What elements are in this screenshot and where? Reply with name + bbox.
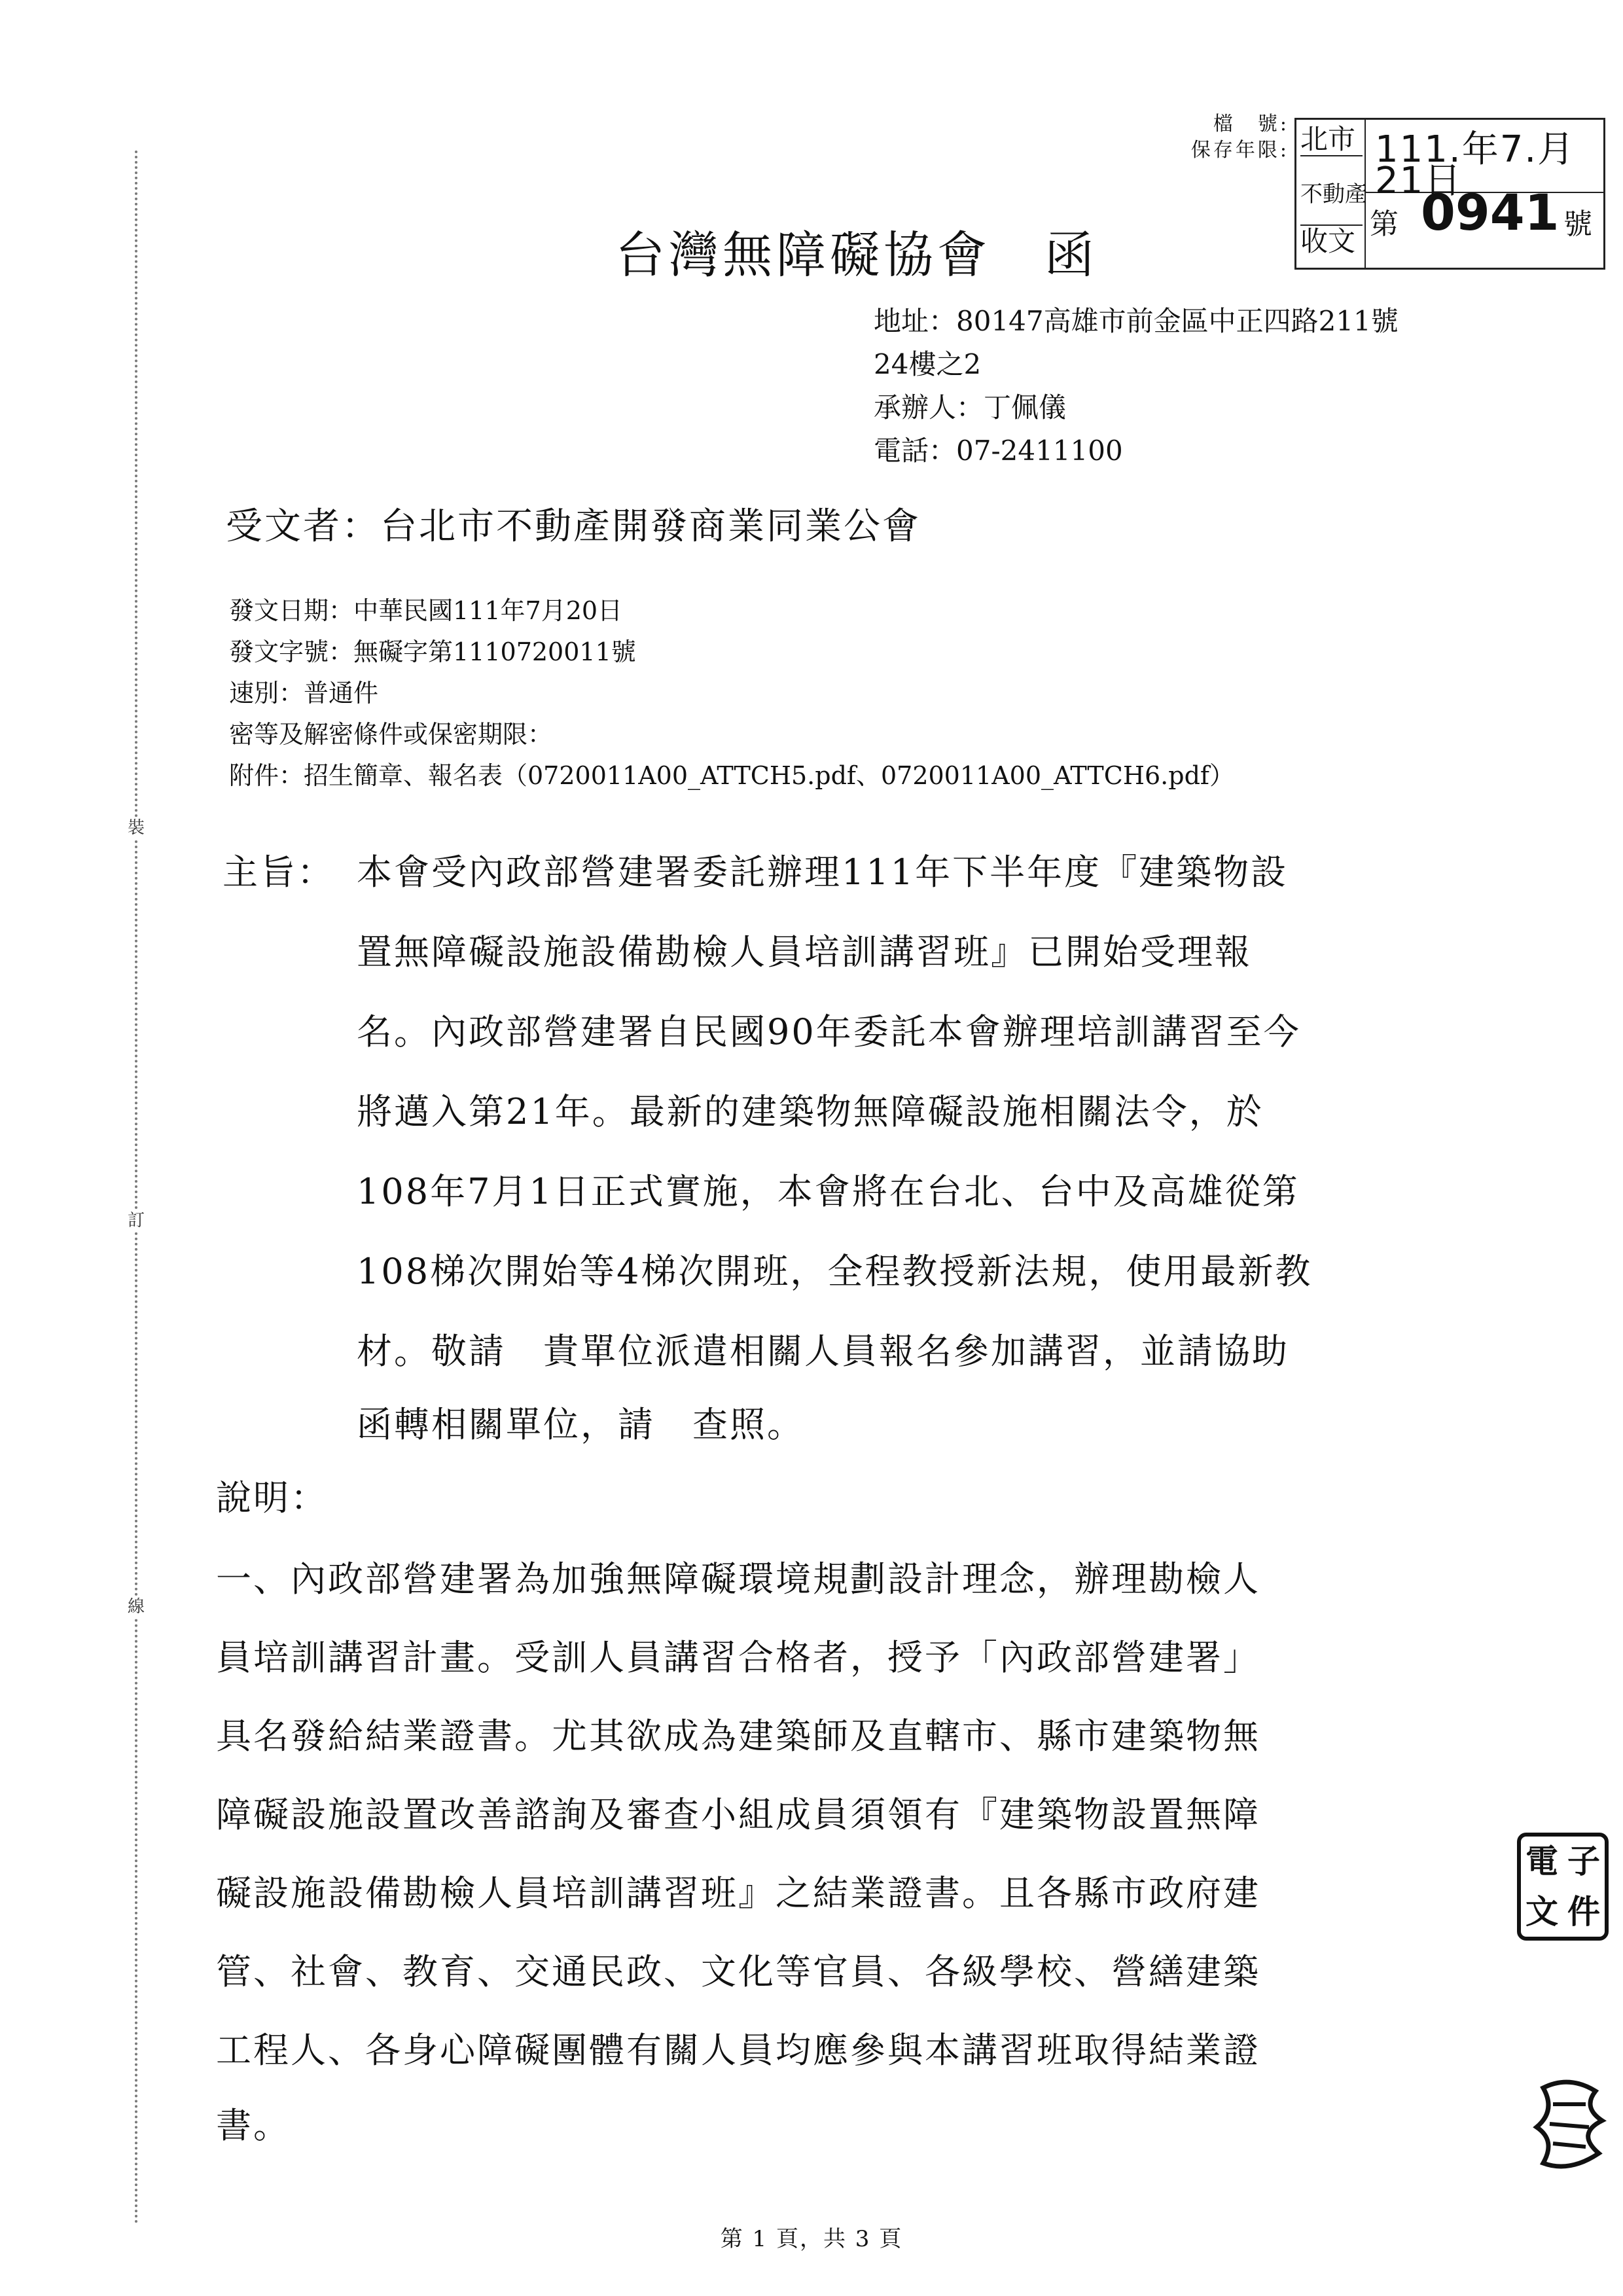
subject-line: 108梯次開始等4梯次開班，全程教授新法規，使用最新教 [357,1251,1313,1292]
explanation-line: 員培訓講習計畫。受訓人員講習合格者，授予「內政部營建署」 [216,1637,1260,1678]
explanation-label: 說明： [216,1477,328,1518]
seal-char: 文 [1525,1892,1558,1931]
file-info [1152,111,1289,164]
page-footer: 第 1 頁，共 3 頁 [720,2226,903,2252]
subject-line: 將邁入第21年。最新的建築物無障礙設施相關法令，於 [357,1091,1264,1132]
subject-line: 本會受內政部營建署委託辦理111年下半年度『建築物設 [357,852,1289,893]
subject-line: 置無障礙設施設備勘檢人員培訓講習班』已開始受理報 [357,931,1252,973]
binding-mark-bind: 裝 [124,818,148,838]
subject-line: 108年7月1日正式實施，本會將在台北、台中及高雄從第 [357,1171,1300,1212]
subject-line: 函轉相關單位，請 查照。 [357,1404,804,1445]
file-number-label: 檔 號: [1213,113,1289,135]
explanation-line: 工程人、各身心障礙團體有關人員均應參與本講習班取得結業證 [216,2030,1260,2071]
sender-handler: 承辦人：丁佩儀 [874,391,1067,423]
document-title: 台灣無障礙協會 函 [615,226,1098,284]
subject-line: 名。內政部營建署自民國90年委託本會辦理培訓講習至今 [357,1011,1301,1052]
stamp-received-label: 收文 [1300,224,1363,257]
e-document-seal [1517,1833,1609,1941]
explanation-line: 一、內政部營建署為加強無障礙環境規劃設計理念，辦理勘檢人 [216,1558,1260,1600]
retention-period-label: 保存年限: [1190,139,1289,162]
receipt-stamp [1294,118,1605,270]
explanation-line: 管、社會、教育、交通民政、文化等官員、各級學校、營繕建築 [216,1951,1260,1992]
stamp-number-value: 0941 [1421,183,1560,242]
document-info [229,590,1234,797]
explanation-line: 障礙設施設置改善諮詢及審查小組成員須領有『建築物設置無障 [216,1794,1260,1835]
delivery-speed: 速別：普通件 [229,679,379,708]
stamp-org: 北市 [1300,124,1363,156]
explanation-line: 書。 [216,2105,291,2146]
secrecy-level: 密等及解密條件或保密期限： [229,720,553,749]
stamp-date: 111.年7.月21日 [1375,128,1576,202]
issue-date: 發文日期：中華民國111年7月20日 [229,596,623,625]
binding-dotted-line [135,151,137,2225]
stamp-number-label: 第 [1370,207,1399,241]
signature-seal-icon [1530,2075,1609,2179]
recipient: 受文者：台北市不動產開發商業同業公會 [226,505,921,548]
stamp-dept: 不動產 [1300,181,1367,207]
attachments: 附件：招生簡章、報名表（0720011A00_ATTCH5.pdf、0720011A00_ATTCH6.pdf） [229,761,1234,790]
binding-mark-line: 線 [124,1597,148,1617]
seal-char: 子 [1567,1842,1600,1881]
seal-char: 件 [1567,1892,1600,1931]
stamp-number-suffix: 號 [1563,207,1592,241]
subject-line: 材。敬請 貴單位派遣相關人員報名參加講習，並請協助 [357,1331,1289,1372]
seal-char: 電 [1525,1842,1558,1881]
explanation-line: 具名發給結業證書。尤其欲成為建築師及直轄市、縣市建築物無 [216,1715,1260,1757]
binding-mark-staple: 訂 [124,1211,148,1230]
document-number: 發文字號：無礙字第1110720011號 [229,637,636,666]
sender-address-line1: 地址：80147高雄市前金區中正四路211號 [874,305,1399,337]
sender-info [874,300,1399,473]
sender-phone: 電話：07-2411100 [874,435,1123,467]
sender-address-line2: 24樓之2 [874,348,982,380]
subject-label: 主旨： [223,852,334,893]
explanation-line: 礙設施設備勘檢人員培訓講習班』之結業證書。且各縣市政府建 [216,1873,1260,1914]
